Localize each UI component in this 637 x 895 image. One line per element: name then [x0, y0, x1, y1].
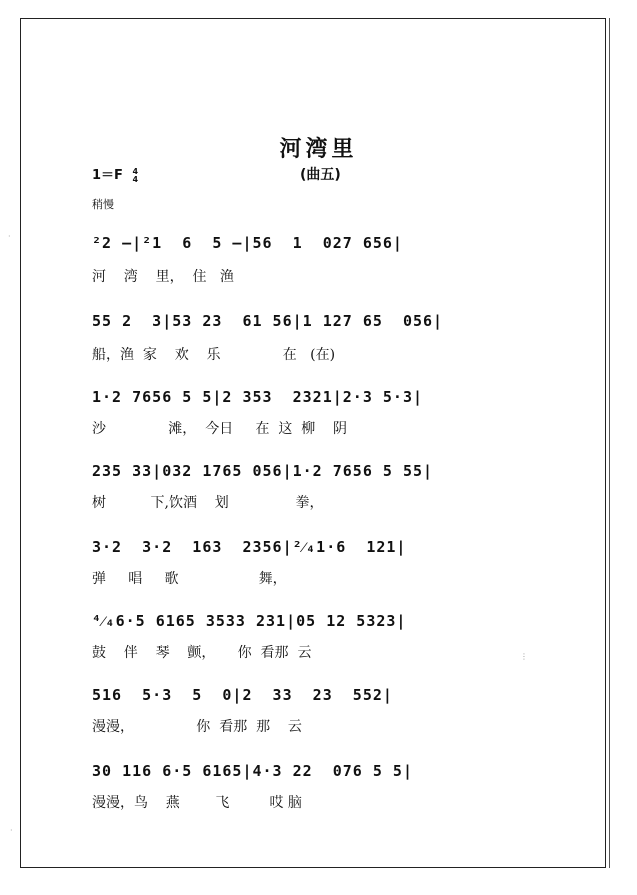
time-signature-bottom: 4 — [132, 174, 139, 184]
time-signature — [132, 168, 138, 184]
music-line-6: ⁴⁄₄6·5 6165 3533 231|05 12 5323| — [92, 612, 407, 630]
key-signature — [92, 164, 138, 184]
scan-speck: · — [8, 232, 11, 241]
scan-speck: · — [10, 826, 13, 835]
lyric-line-8: 漫漫，鸟 燕 飞 哎 脑 — [92, 795, 302, 811]
lyric-line-2: 船，渔 家 欢 乐 在 (在) — [92, 347, 336, 363]
tempo-marking: 稍慢 — [92, 198, 114, 211]
lyric-line-6: 鼓 伴 琴 颤， 你 看那 云 — [92, 645, 312, 661]
time-signature-top: 4 — [132, 166, 139, 176]
scan-speck: ⋮ — [520, 652, 528, 661]
lyric-line-7: 漫漫， 你 看那 那 云 — [92, 719, 302, 735]
music-line-5: 3·2 3·2 163 2356|²⁄₄1·6 121| — [92, 538, 407, 556]
lyric-line-4: 树 下,饮酒 划 拳， — [92, 495, 324, 511]
lyric-line-5: 弹 唱 歌 舞， — [92, 571, 287, 587]
music-line-1: ²2 –|²1 6 5 –|56 1 027 656| — [92, 234, 403, 252]
lyric-line-1: 河 湾 里， 住 渔 — [92, 269, 234, 285]
music-line-4: 235 33|032 1765 056|1·2 7656 5 55| — [92, 462, 434, 480]
music-line-2: 55 2 3|53 23 61 56|1 127 65 056| — [92, 312, 444, 330]
song-subtitle: (曲五) — [300, 167, 341, 183]
lyric-line-3: 沙 滩， 今日 在 这 柳 阴 — [92, 421, 348, 437]
music-line-7: 516 5·3 5 0|2 33 23 552| — [92, 686, 393, 704]
song-title: 河湾里 — [279, 136, 358, 162]
key-text: 1＝F — [92, 168, 123, 183]
music-line-8: 30 116 6·5 6165|4·3 22 076 5 5| — [92, 762, 413, 780]
music-line-3: 1·2 7656 5 5|2 353 2321|2·3 5·3| — [92, 388, 424, 406]
